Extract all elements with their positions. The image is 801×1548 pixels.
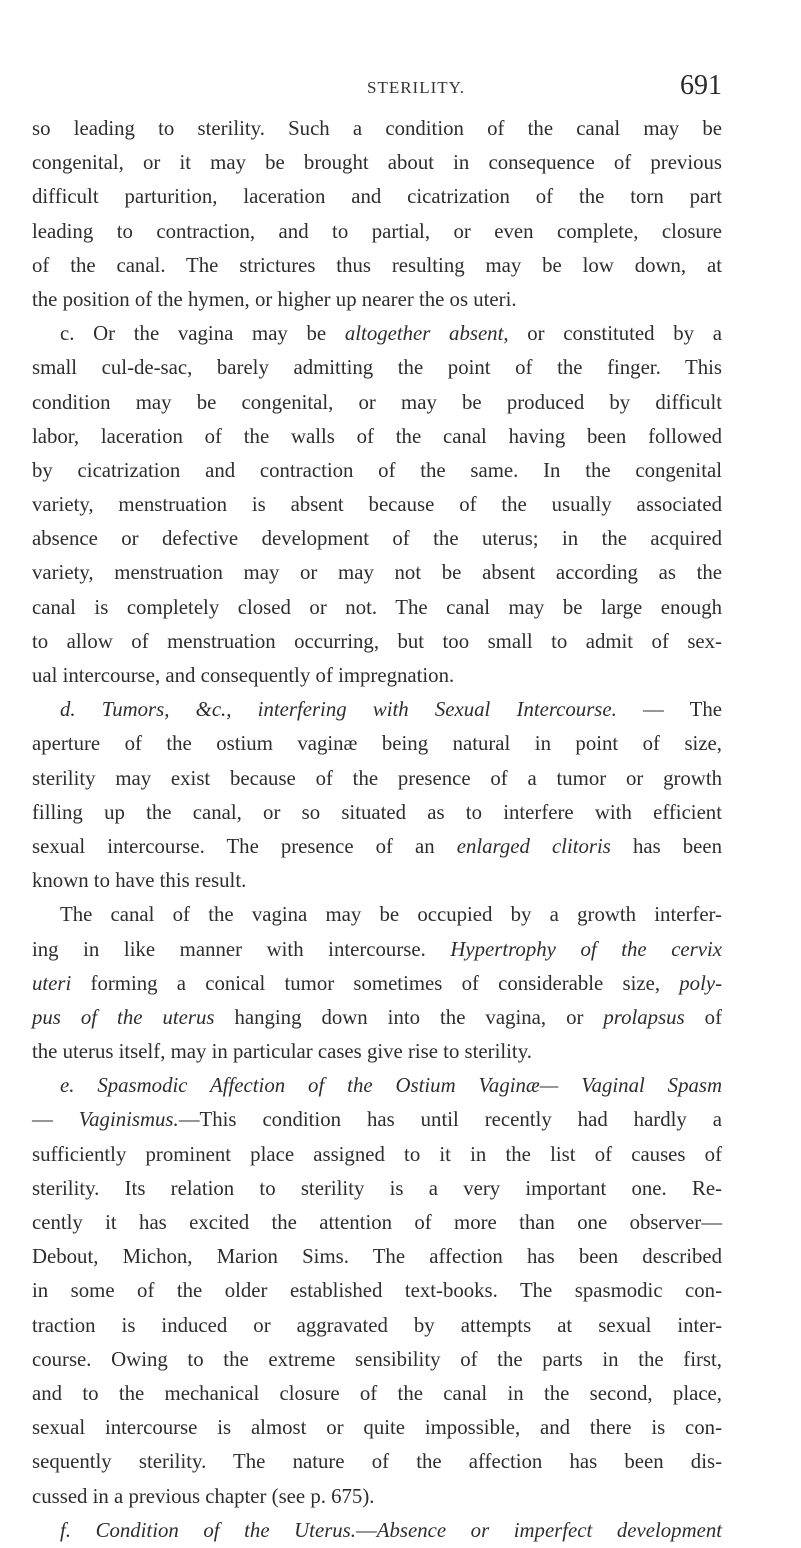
text-segment: — The: [616, 698, 723, 722]
text-line: [32, 1001, 722, 1035]
italic-text: Absence or imperfect development: [376, 1518, 722, 1542]
italic-text: d. Tumors, &c., interfering with Sexual Intercourse.: [60, 698, 617, 722]
text-line: [32, 1240, 722, 1274]
text-segment: , or constituted by a: [503, 322, 722, 346]
italic-text: Hypertrophy of the cervix: [450, 937, 722, 961]
text-line: [32, 625, 722, 659]
text-segment: hanging down into the vagina, or: [214, 1005, 604, 1029]
text-line: [32, 933, 722, 967]
text-segment: small cul-de-sac, barely admitting the point of the finger. This: [32, 356, 722, 380]
text-line: [32, 1514, 722, 1548]
text-segment: aperture of the ostium vaginæ being natural in point of size,: [32, 732, 722, 756]
text-segment: sexual intercourse. The presence of an: [32, 834, 457, 858]
text-line: [32, 1103, 722, 1137]
text-segment: sterility. Its relation to sterility is a very important one. Re-: [32, 1176, 722, 1200]
text-line: [32, 864, 722, 898]
text-segment: sequently sterility. The nature of the affection has been dis-: [32, 1450, 722, 1474]
text-line: [32, 659, 722, 693]
text-segment: and to the mechanical closure of the canal in the second, place,: [32, 1381, 722, 1405]
text-segment: difficult parturition, laceration and cicatrization of the torn part: [32, 185, 722, 209]
text-segment: sterility may exist because of the presence of a tumor or growth: [32, 766, 722, 790]
text-line: [32, 522, 722, 556]
running-title: STERILITY.: [367, 78, 465, 97]
text-segment: The canal of the vagina may be occupied by a growth interfer-: [60, 903, 722, 927]
text-line: [32, 249, 722, 283]
text-segment: sexual intercourse is almost or quite impossible, and there is con-: [32, 1416, 722, 1440]
text-segment: the uterus itself, may in particular cases give rise to sterility.: [32, 1040, 532, 1064]
text-line: [32, 351, 722, 385]
text-segment: labor, laceration of the walls of the canal having been followed: [32, 424, 722, 448]
text-line: [32, 830, 722, 864]
italic-text: Vaginismus.: [78, 1108, 179, 1132]
text-segment: —: [32, 1108, 79, 1132]
italic-text: f. Condition of the Uterus.: [60, 1518, 356, 1542]
italic-text: pus of the uterus: [32, 1005, 215, 1029]
italic-text: e. Spasmodic Affection of the Ostium Vaginæ— Vaginal Spasm: [60, 1074, 722, 1098]
text-line: [32, 112, 722, 146]
text-line: [32, 1035, 722, 1069]
text-segment: congenital, or it may be brought about in consequence of previous: [32, 151, 722, 175]
text-line: [32, 215, 722, 249]
text-line: [32, 386, 722, 420]
italic-text: uteri: [32, 971, 72, 995]
text-segment: filling up the canal, or so situated as to interfere with efficient: [32, 800, 722, 824]
text-segment: variety, menstruation may or may not be absent according as the: [32, 561, 722, 585]
text-line: [32, 727, 722, 761]
text-line: [32, 967, 722, 1001]
text-segment: condition may be congenital, or may be produced by difficult: [32, 390, 722, 414]
text-segment: so leading to sterility. Such a condition of the canal may be: [32, 117, 722, 140]
text-line: [32, 1480, 722, 1514]
text-segment: variety, menstruation is absent because of the usually associated: [32, 493, 722, 517]
text-line: [32, 1069, 722, 1103]
text-line: [32, 180, 722, 214]
text-segment: of: [684, 1005, 722, 1029]
italic-text: enlarged clitoris: [456, 834, 611, 858]
text-segment: —: [355, 1518, 377, 1542]
text-segment: leading to contraction, and to partial, or even complete, closure: [32, 219, 722, 243]
text-segment: course. Owing to the extreme sensibility of the parts in the first,: [32, 1347, 722, 1371]
text-segment: the position of the hymen, or higher up nearer the os uteri.: [32, 287, 517, 311]
text-line: [32, 1411, 722, 1445]
text-segment: —This condition has until recently had hardly a: [178, 1108, 722, 1132]
text-segment: sufficiently prominent place assigned to it in the list of causes of: [32, 1142, 722, 1166]
text-line: [32, 1377, 722, 1411]
text-line: [32, 796, 722, 830]
text-line: [32, 454, 722, 488]
text-segment: ual intercourse, and consequently of impregnation.: [32, 664, 455, 687]
text-segment: forming a conical tumor sometimes of considerable size,: [71, 971, 680, 995]
text-segment: has been: [610, 834, 722, 858]
italic-text: prolapsus: [603, 1005, 685, 1029]
text-line: [32, 898, 722, 932]
text-line: [32, 488, 722, 522]
body-text: [32, 112, 722, 1548]
text-segment: c. Or the vagina may be: [60, 322, 345, 346]
page-number: 691: [680, 70, 722, 101]
text-line: [32, 1445, 722, 1479]
text-segment: in some of the older established text-books. The spasmodic con-: [32, 1279, 722, 1303]
italic-text: poly-: [679, 971, 722, 995]
text-segment: by cicatrization and contraction of the same. In the congenital: [32, 458, 722, 482]
text-segment: cently it has excited the attention of more than one observer—: [32, 1211, 722, 1234]
text-segment: Debout, Michon, Marion Sims. The affection has been described: [32, 1245, 722, 1269]
text-segment: to allow of menstruation occurring, but too small to admit of sex-: [32, 629, 722, 653]
text-segment: canal is completely closed or not. The canal may be large enough: [32, 595, 722, 619]
page-header: [0, 72, 722, 108]
text-line: [32, 1343, 722, 1377]
text-segment: ing in like manner with intercourse.: [32, 937, 451, 961]
text-line: [32, 420, 722, 454]
text-line: [32, 1172, 722, 1206]
text-line: [32, 1138, 722, 1172]
text-line: [32, 283, 722, 317]
text-line: [32, 317, 722, 351]
text-segment: absence or defective development of the uterus; in the acquired: [32, 527, 722, 551]
text-line: [32, 146, 722, 180]
text-segment: known to have this result.: [32, 869, 247, 893]
text-segment: cussed in a previous chapter (see p. 675).: [32, 1484, 375, 1508]
italic-text: altogether absent: [344, 322, 504, 346]
text-segment: traction is induced or aggravated by attempts at sexual inter-: [32, 1313, 722, 1337]
text-line: [32, 556, 722, 590]
text-line: [32, 1309, 722, 1343]
text-line: [32, 762, 722, 796]
text-line: [32, 591, 722, 625]
text-line: [32, 693, 722, 727]
text-segment: of the canal. The strictures thus resulting may be low down, at: [32, 253, 722, 277]
text-line: [32, 1206, 722, 1240]
text-line: [32, 1274, 722, 1308]
